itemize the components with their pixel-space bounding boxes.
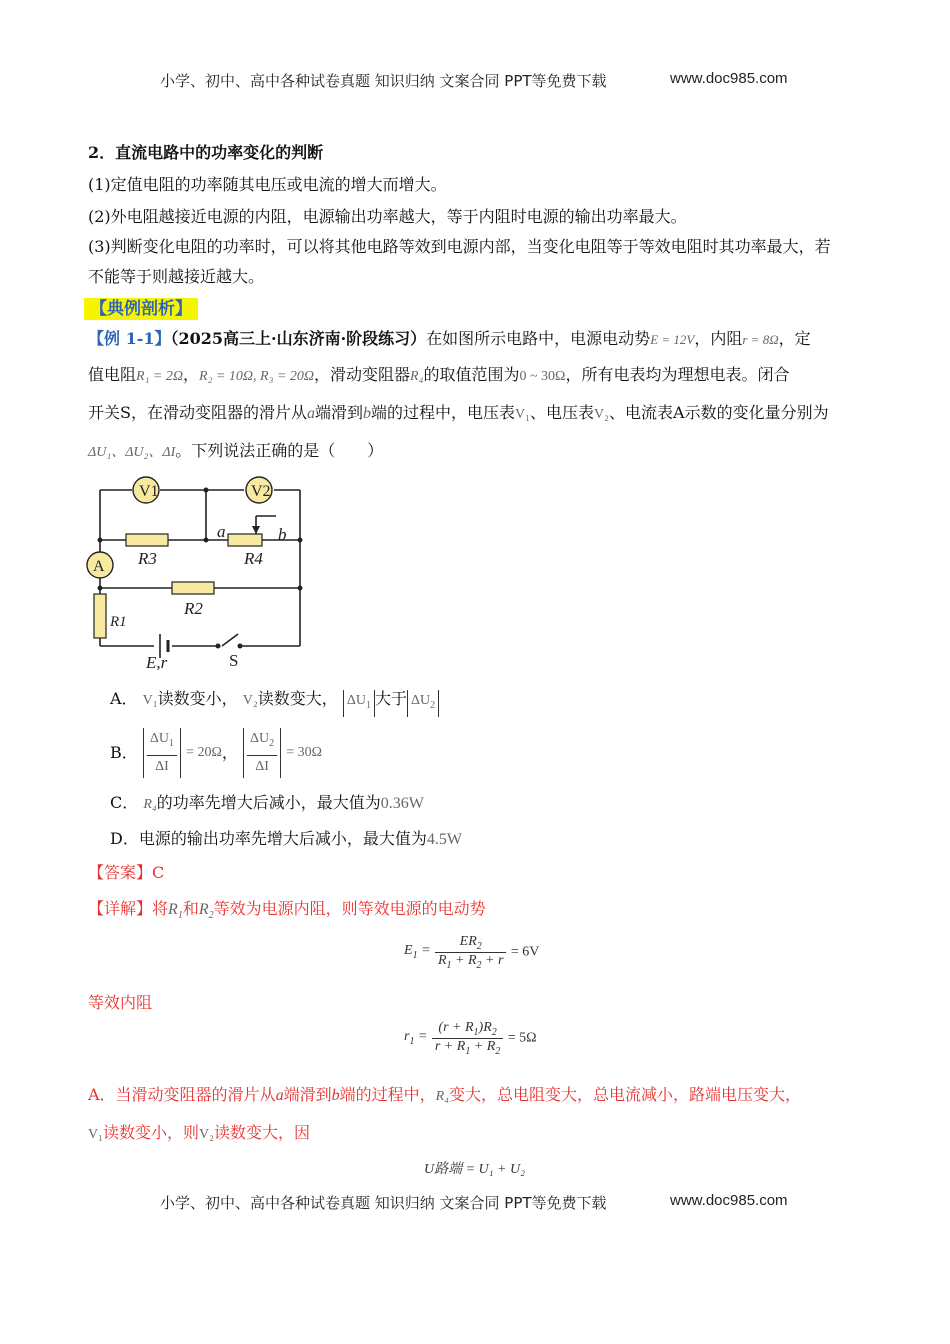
e1-rhs: = 6V bbox=[510, 944, 540, 960]
slider-arrow bbox=[252, 526, 260, 534]
example-text: ，所有电表均为理想电表。闭合 bbox=[565, 365, 790, 384]
option-b-letter: B． bbox=[110, 742, 138, 762]
v2-symbol: V₂ bbox=[199, 1127, 215, 1142]
example-line-1 bbox=[88, 328, 811, 351]
answer-line bbox=[88, 862, 164, 884]
resistor-r4 bbox=[228, 534, 262, 546]
option-b-value2: = 30Ω bbox=[286, 744, 323, 760]
example-line-3 bbox=[88, 402, 829, 426]
resistor-r1 bbox=[94, 594, 106, 638]
label-r3: R3 bbox=[138, 549, 157, 568]
v2-symbol: V₂ bbox=[594, 407, 610, 422]
option-c[interactable] bbox=[110, 792, 424, 816]
v1-symbol: V₁ bbox=[142, 693, 158, 708]
detail-a-line-2 bbox=[88, 1122, 310, 1146]
option-d-text: 电源的输出功率先增大后减小，最大值为 bbox=[138, 829, 427, 848]
option-b-value1: = 20Ω bbox=[186, 744, 222, 760]
detail-line-1 bbox=[88, 898, 486, 927]
option-a-text3: 大于 bbox=[375, 689, 408, 708]
example-text: 。下列说法正确的是（ ） bbox=[175, 441, 384, 460]
r4-range: 0 ~ 30Ω bbox=[519, 369, 566, 384]
r2-symbol: $R_2$ bbox=[198, 901, 214, 922]
label-r1: R1 bbox=[110, 614, 127, 630]
label-b: b bbox=[278, 525, 287, 544]
section-p2: (2)外电阻越接近电源的内阻，电源输出功率越大，等于内阻时电源的输出功率最大。 bbox=[88, 207, 687, 226]
section-tag bbox=[84, 294, 198, 319]
section-p3a: (3)判断变化电阻的功率时，可以将其他电路等效到电源内部，当变化电阻等于等效电阻时其功率最大，若 bbox=[88, 237, 831, 256]
section-tag-label: 【典例剖析】 bbox=[84, 298, 198, 320]
detail-a-text: 端的过程中， bbox=[339, 1085, 436, 1104]
option-c-letter: C． bbox=[110, 793, 139, 812]
v1-symbol: V₁ bbox=[515, 407, 530, 422]
example-text: ， bbox=[183, 365, 200, 384]
v2-symbol: V₂ bbox=[242, 693, 258, 708]
option-a[interactable] bbox=[110, 688, 439, 717]
example-line-4 bbox=[88, 440, 383, 464]
detail-a-text: 读数变小，则 bbox=[103, 1123, 200, 1142]
detail-point-b: b bbox=[331, 1087, 340, 1104]
emf-value: E = 12V bbox=[650, 332, 695, 347]
example-label: 【例 1-1】 bbox=[88, 329, 171, 348]
detail-text: 等效为电源内阻，则等效电源的电动势 bbox=[213, 899, 486, 918]
header-url[interactable]: www.doc985.com bbox=[670, 70, 788, 87]
abs-delta-u2: $\Delta U_2$ bbox=[407, 690, 439, 717]
v1-symbol: V₁ bbox=[88, 1127, 103, 1142]
r4-symbol: R₄ bbox=[143, 797, 157, 812]
detail-a-line-1 bbox=[88, 1084, 801, 1108]
e1-frac: $\frac{ER_2}{R_1 + R_2 + r}$ bbox=[435, 934, 506, 971]
example-source: （2025高三上·山东济南·阶段练习） bbox=[170, 329, 427, 348]
label-switch: S bbox=[229, 651, 239, 670]
r4-symbol: R₄ bbox=[410, 369, 424, 384]
e1-lhs: $E_1$ = bbox=[404, 943, 431, 962]
r1-value: R₁ = 2Ω bbox=[136, 369, 184, 384]
example-text: 端滑到 bbox=[314, 403, 363, 422]
example-text: 开关S，在滑动变阻器的滑片从 bbox=[88, 403, 307, 422]
example-line-2 bbox=[88, 364, 789, 388]
section-title: 2．直流电路中的功率变化的判断 bbox=[88, 143, 324, 162]
detail-text: 将 bbox=[152, 899, 169, 918]
option-b[interactable] bbox=[110, 728, 322, 778]
abs-frac-2 bbox=[243, 728, 281, 778]
answer-label: 【答案】 bbox=[88, 863, 153, 882]
resistor-r3 bbox=[126, 534, 168, 546]
label-r2: R2 bbox=[184, 599, 203, 618]
option-a-text1: 读数变小， bbox=[157, 689, 238, 708]
label-v1: V1 bbox=[139, 483, 159, 500]
label-v2: V2 bbox=[251, 483, 271, 500]
option-d[interactable] bbox=[110, 828, 462, 851]
r1-frac: $\frac{(r + R_1)R_2}{r + R_1 + R_2}$ bbox=[432, 1020, 503, 1057]
detail-a-text: 端滑到 bbox=[283, 1085, 332, 1104]
option-d-value: 4.5W bbox=[426, 831, 462, 848]
r1-symbol: $R_1$ bbox=[168, 901, 183, 922]
resistor-r2 bbox=[172, 582, 214, 594]
section-p3b: 不能等于则越接近越大。 bbox=[88, 267, 265, 286]
example-text: 的取值范围为 bbox=[423, 365, 520, 384]
r4-symbol: R₄ bbox=[435, 1089, 450, 1104]
circuit-diagram bbox=[80, 470, 320, 670]
example-text: 、电流表A示数的变化量分别为 bbox=[609, 403, 829, 422]
detail-point-a: a bbox=[275, 1087, 284, 1104]
delta-values: ΔU₁、ΔU₂、ΔI bbox=[88, 445, 176, 460]
point-b: b bbox=[362, 405, 371, 422]
label-ammeter: A bbox=[93, 558, 105, 575]
answer-value: C bbox=[152, 863, 165, 882]
label-a: a bbox=[217, 522, 226, 541]
equation-e1 bbox=[404, 934, 539, 971]
detail-label: 【详解】 bbox=[88, 899, 153, 918]
example-text: ，内阻 bbox=[694, 329, 743, 348]
header-text: 小学、初中、高中各种试卷真题 知识归纳 文案合同 PPT等免费下载 bbox=[160, 72, 607, 90]
detail-a-text: 读数变大，因 bbox=[214, 1123, 311, 1142]
label-r4: R4 bbox=[244, 549, 263, 568]
r2-r3-value: R₂ = 10Ω, R₃ = 20Ω bbox=[199, 369, 315, 384]
frac-du1-di: $\frac{\Delta U_1}{\Delta I}$ bbox=[147, 728, 177, 778]
detail-eq-r-label: 等效内阻 bbox=[88, 993, 153, 1012]
option-d-letter: D． bbox=[110, 829, 139, 848]
example-text: ，定 bbox=[778, 329, 811, 348]
footer-text: 小学、初中、高中各种试卷真题 知识归纳 文案合同 PPT等免费下载 bbox=[160, 1194, 607, 1212]
option-a-text2: 读数变大， bbox=[257, 689, 338, 708]
equation-u-road: U路端 = U₁ + U₂ bbox=[424, 1162, 525, 1177]
detail-a-text: 变大，总电阻变大，总电流减小，路端电压变大， bbox=[449, 1085, 802, 1104]
abs-delta-u1: $\Delta U_1$ bbox=[343, 690, 375, 717]
option-b-sep: ， bbox=[221, 742, 238, 762]
label-battery: E,r bbox=[146, 653, 168, 670]
option-a-letter: A． bbox=[110, 689, 138, 708]
equation-r1 bbox=[404, 1020, 537, 1057]
abs-frac-1 bbox=[143, 728, 181, 778]
r1-rhs: = 5Ω bbox=[507, 1030, 537, 1046]
internal-resistance: r = 8Ω bbox=[742, 332, 779, 347]
option-c-value: 0.36W bbox=[380, 795, 424, 812]
footer-url[interactable]: www.doc985.com bbox=[670, 1192, 788, 1209]
detail-a-text: A．当滑动变阻器的滑片从 bbox=[88, 1085, 276, 1104]
section-p1: (1)定值电阻的功率随其电压或电流的增大而增大。 bbox=[88, 175, 447, 194]
point-a: a bbox=[306, 405, 315, 422]
example-text: 端的过程中，电压表 bbox=[370, 403, 515, 422]
frac-du2-di: $\frac{\Delta U_2}{\Delta I}$ bbox=[247, 728, 277, 778]
example-text: 值电阻 bbox=[88, 365, 137, 384]
option-c-text: 的功率先增大后减小，最大值为 bbox=[156, 793, 381, 812]
r1-lhs: $r_1$ = bbox=[404, 1029, 428, 1048]
detail-text: 和 bbox=[182, 899, 199, 918]
example-text: 、电压表 bbox=[530, 403, 595, 422]
example-text: ，滑动变阻器 bbox=[314, 365, 411, 384]
example-text: 在如图所示电路中，电源电动势 bbox=[426, 329, 651, 348]
